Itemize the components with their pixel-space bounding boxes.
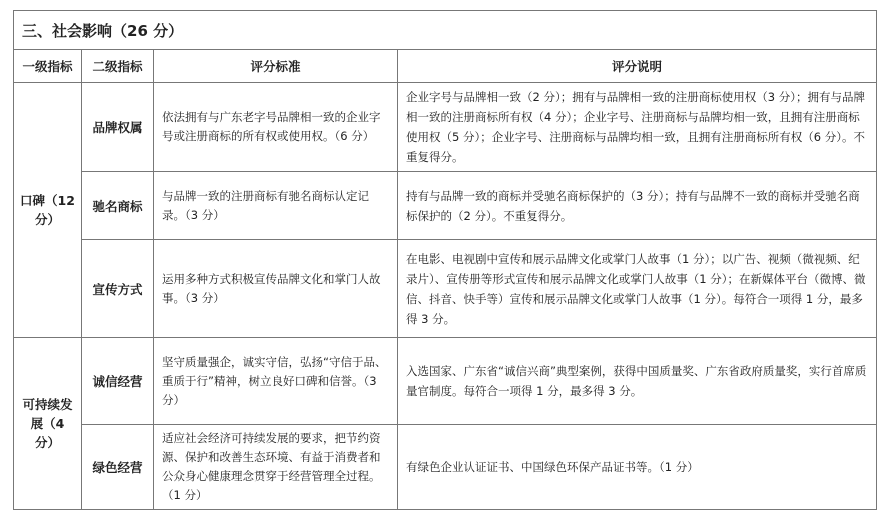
scoring-table [13, 10, 877, 510]
level2-cell: 诚信经营 [82, 338, 154, 425]
standard-cell: 与品牌一致的注册商标有驰名商标认定记录。（3 分） [154, 172, 398, 240]
table-title: 三、社会影响（26 分） [14, 11, 877, 50]
table-row [14, 83, 877, 172]
table-title-row [14, 11, 877, 50]
header-row [14, 50, 877, 83]
description-cell: 在电影、电视剧中宣传和展示品牌文化或掌门人故事（1 分）；以广告、视频（微视频、纪录片）、宣传册等形式宣传和展示品牌文化或掌门人故事（1 分）；在新媒体平台（微博、微信、抖音、快手等）宣传和展示品牌文化或掌门人故事（1 分）。每符合一项得 1 分，最多得 3 分。 [398, 240, 877, 338]
standard-cell: 适应社会经济可持续发展的要求，把节约资源、保护和改善生态环境、有益于消费者和公众身心健康理念贯穿于经营管理全过程。（1 分） [154, 425, 398, 510]
standard-cell: 坚守质量强企，诚实守信，弘扬“守信于品、重质于行”精神，树立良好口碑和信誉。（3 分） [154, 338, 398, 425]
description-cell: 企业字号与品牌相一致（2 分）；拥有与品牌相一致的注册商标使用权（3 分）；拥有与品牌相一致的注册商标所有权（4 分）；企业字号、注册商标与品牌均相一致，且拥有注册商标使用权（5 分）；企业字号、注册商标与品牌均相一致，且拥有注册商标所有权（6 分）。不重复得分。 [398, 83, 877, 172]
header-description: 评分说明 [398, 50, 877, 83]
table-row [14, 240, 877, 338]
scoring-table-container [13, 10, 876, 510]
header-level1: 一级指标 [14, 50, 82, 83]
description-cell: 入选国家、广东省“诚信兴商”典型案例，获得中国质量奖、广东省政府质量奖，实行首席质量官制度。每符合一项得 1 分，最多得 3 分。 [398, 338, 877, 425]
level2-cell: 驰名商标 [82, 172, 154, 240]
table-row [14, 172, 877, 240]
level2-cell: 品牌权属 [82, 83, 154, 172]
level2-cell: 宣传方式 [82, 240, 154, 338]
table-row [14, 338, 877, 425]
level1-koubei: 口碑（12 分） [14, 83, 82, 338]
description-cell: 有绿色企业认证证书、中国绿色环保产品证书等。（1 分） [398, 425, 877, 510]
table-row [14, 425, 877, 510]
header-standard: 评分标准 [154, 50, 398, 83]
level2-cell: 绿色经营 [82, 425, 154, 510]
level1-sustainable: 可持续发展（4 分） [14, 338, 82, 510]
standard-cell: 依法拥有与广东老字号品牌相一致的企业字号或注册商标的所有权或使用权。（6 分） [154, 83, 398, 172]
header-level2: 二级指标 [82, 50, 154, 83]
standard-cell: 运用多种方式积极宣传品牌文化和掌门人故事。（3 分） [154, 240, 398, 338]
description-cell: 持有与品牌一致的商标并受驰名商标保护的（3 分）；持有与品牌不一致的商标并受驰名商标保护的（2 分）。不重复得分。 [398, 172, 877, 240]
